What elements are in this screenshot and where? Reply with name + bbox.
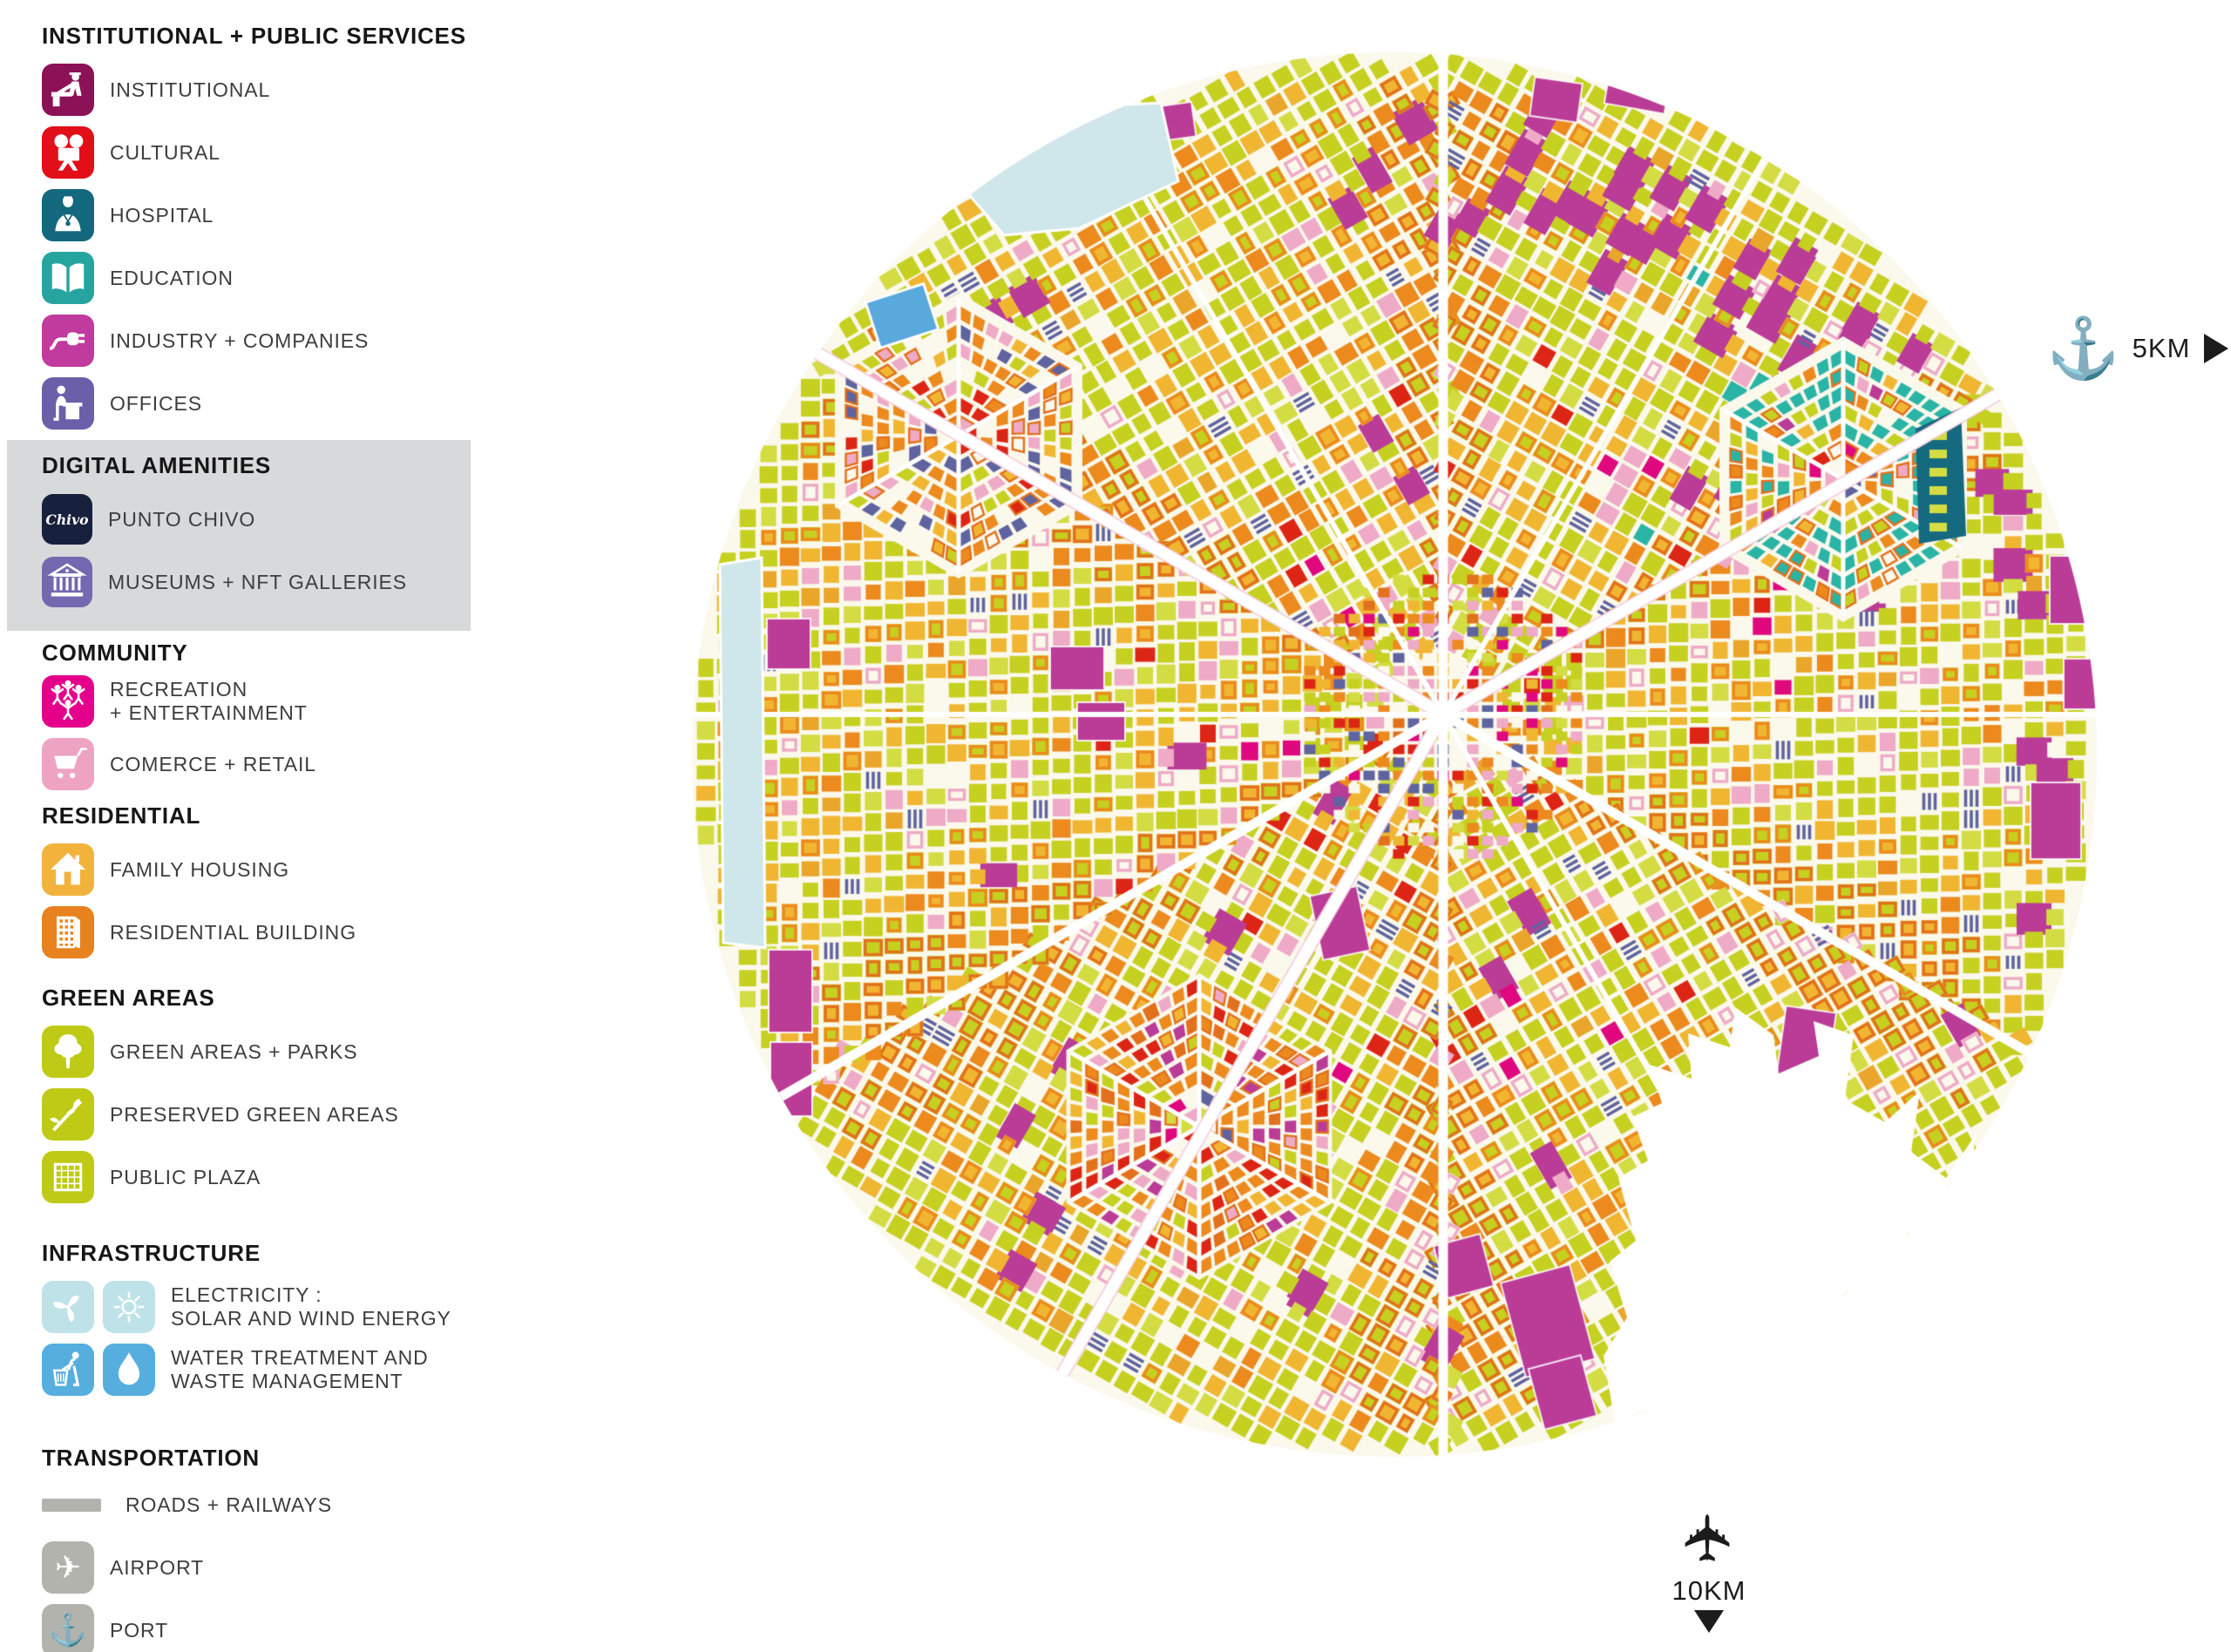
legend-item-label: CULTURAL [110, 140, 220, 164]
legend-item-label: PUBLIC PLAZA [110, 1165, 261, 1188]
legend-item-port [42, 1604, 530, 1652]
shopping-cart-icon [42, 738, 94, 790]
legend-item-label: RECREATION + ENTERTAINMENT [110, 678, 308, 724]
museum-icon [42, 557, 92, 607]
legend-section-transportation [42, 1445, 530, 1652]
legend-item-hospital [42, 189, 530, 241]
legend-section-title: INFRASTRUCTURE [42, 1240, 261, 1266]
road-bar-icon [42, 1499, 101, 1512]
sun-icon [103, 1281, 155, 1333]
doctor-icon [42, 189, 94, 241]
port-distance-marker [2046, 315, 2228, 382]
legend-item-label: FAMILY HOUSING [110, 857, 290, 881]
airport-distance-marker [1652, 1506, 1766, 1633]
legend-item-offices [42, 377, 530, 430]
down-triangle-icon [1694, 1610, 1724, 1633]
legend-item-airport [42, 1541, 530, 1594]
legend-item-label: HOSPITAL [110, 203, 214, 227]
grid-icon [42, 1151, 94, 1203]
legend-item-label: INSTITUTIONAL [110, 78, 271, 101]
legend-item-industry-companies [42, 315, 530, 367]
legend-item-label: OFFICES [110, 391, 202, 415]
legend-item-label: ROADS + RAILWAYS [125, 1493, 332, 1516]
legend-section-residential [42, 802, 530, 958]
tree-icon [42, 1026, 94, 1078]
svg-text:Chivo: Chivo [45, 511, 89, 529]
legend-item-cultural [42, 126, 530, 179]
legend-section-title: GREEN AREAS [42, 985, 215, 1011]
people-group-icon [42, 675, 94, 728]
wind-turbine-icon [42, 1281, 94, 1333]
right-triangle-icon [2204, 334, 2228, 363]
legend-item-label: WATER TREATMENT AND WASTE MANAGEMENT [171, 1346, 429, 1392]
legend-item-preserved-green-areas [42, 1088, 530, 1141]
legend-item-family-housing [42, 843, 530, 896]
legend-item-public-plaza [42, 1151, 530, 1203]
legend-item-comerce-retail [42, 738, 530, 790]
map-legend [42, 23, 530, 1652]
legend-item-electricity [42, 1281, 530, 1333]
airplane-icon: ✈ [1672, 1510, 1745, 1566]
anchor-icon: ⚓ [42, 1604, 94, 1652]
legend-section-infrastructure [42, 1240, 530, 1396]
legend-section-title: INSTITUTIONAL + PUBLIC SERVICES [42, 23, 466, 49]
legend-section-digital [7, 440, 471, 631]
desk-worker-icon [42, 377, 94, 430]
legend-item-institutional [42, 64, 530, 116]
legend-item-roads-railways [42, 1479, 530, 1531]
airport-distance-label: 10KM [1672, 1575, 1746, 1606]
legend-section-title: COMMUNITY [42, 640, 188, 666]
airplane-icon: ✈ [42, 1541, 94, 1594]
apartment-building-icon [42, 906, 94, 958]
legend-item-museums-nft-galleries [42, 556, 453, 608]
water-drop-icon [103, 1344, 155, 1396]
legend-item-label: PUNTO CHIVO [108, 507, 256, 531]
legend-item-water-treatment-and [42, 1344, 530, 1396]
customs-officer-icon [42, 64, 94, 116]
legend-section-institutional [42, 23, 530, 430]
legend-item-residential-building [42, 906, 530, 958]
legend-section-title: RESIDENTIAL [42, 802, 201, 829]
legend-item-label: PRESERVED GREEN AREAS [110, 1102, 399, 1126]
legend-section-green [42, 985, 530, 1203]
legend-item-label: INDUSTRY + COMPANIES [110, 328, 370, 352]
chivo-logo-icon [42, 494, 92, 545]
legend-section-title: DIGITAL AMENITIES [42, 452, 272, 478]
branch-icon [42, 1088, 94, 1141]
legend-item-label: RESIDENTIAL BUILDING [110, 920, 356, 944]
house-icon [42, 843, 94, 896]
legend-item-green-areas-parks [42, 1026, 530, 1078]
legend-item-label: GREEN AREAS + PARKS [110, 1039, 358, 1063]
legend-item-punto-chivo [42, 493, 453, 545]
legend-item-label: MUSEUMS + NFT GALLERIES [108, 570, 407, 593]
film-camera-icon [42, 126, 94, 179]
legend-section-community [42, 640, 530, 790]
port-distance-label: 5KM [2132, 333, 2191, 363]
legend-item-education [42, 252, 530, 304]
legend-item-label: COMERCE + RETAIL [110, 752, 316, 775]
power-plug-icon [42, 315, 94, 367]
legend-item-recreation [42, 675, 530, 728]
legend-section-title: TRANSPORTATION [42, 1445, 260, 1471]
legend-item-label: AIRPORT [110, 1555, 205, 1579]
legend-item-label: PORT [110, 1618, 169, 1642]
legend-item-label: EDUCATION [110, 266, 234, 289]
legend-item-label: ELECTRICITY : SOLAR AND WIND ENERGY [171, 1283, 451, 1330]
open-book-icon [42, 252, 94, 304]
waste-disposal-icon [42, 1344, 94, 1396]
anchor-icon: ⚓ [2046, 315, 2120, 382]
